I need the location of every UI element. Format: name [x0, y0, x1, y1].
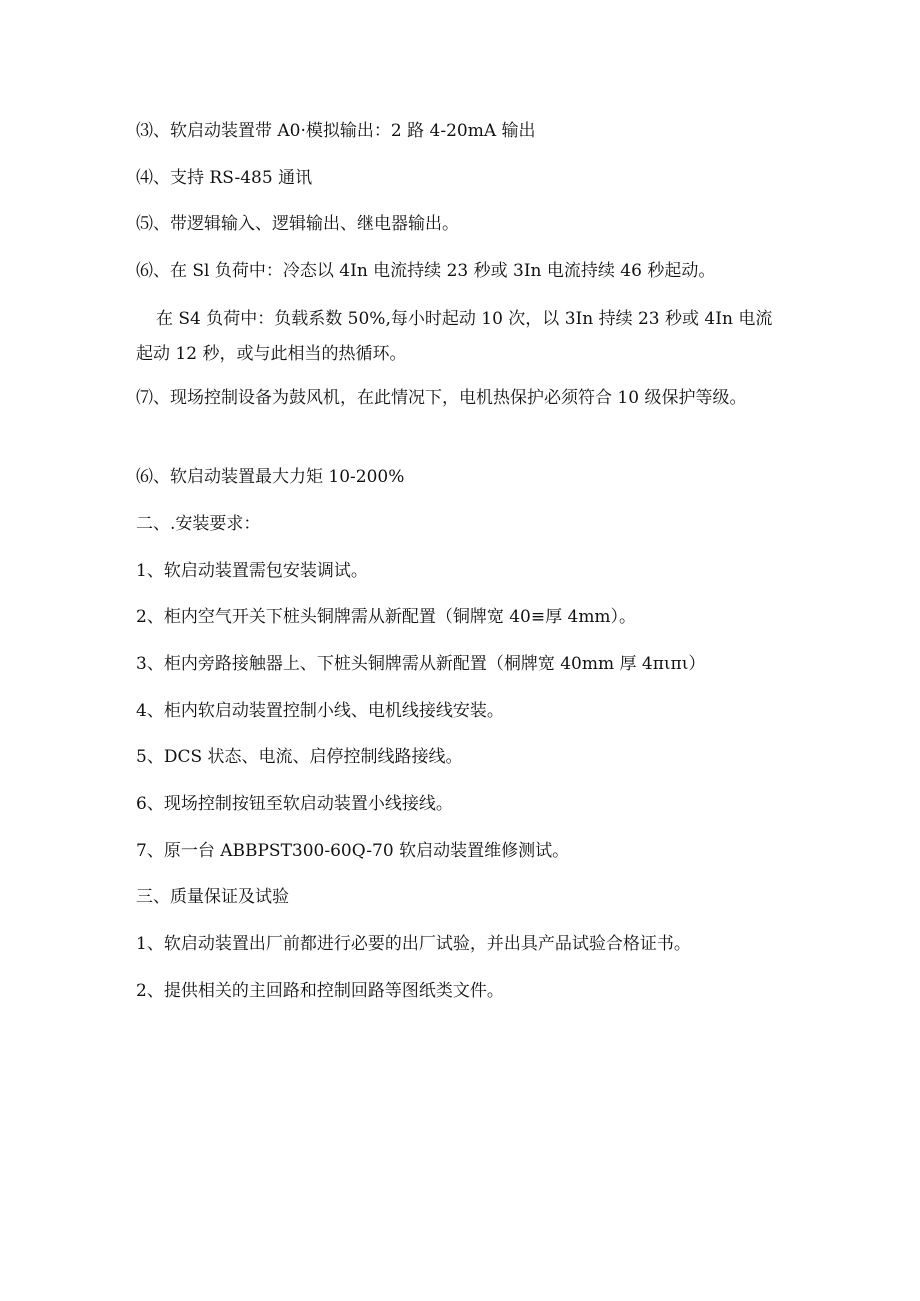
section-heading-quality: 三、质量保证及试验: [136, 887, 289, 907]
install-item-7: 7、原一台 ABBPST300-60Q-70 软启动装置维修测试。: [136, 841, 570, 861]
spec-item-5-logic-io: ⑸、带逻辑输入、逻辑输出、继电器输出。: [136, 214, 459, 234]
spec-s4-load-paragraph: 在 S4 负荷中：负载系数 50%,每小时起动 10 次，以 3In 持续 23 秒或 4In 电流起动 12 秒，或与此相当的热循环。: [136, 309, 773, 364]
install-item-6: 6、现场控制按钮至软启动装置小线接线。: [136, 794, 453, 814]
section-heading-installation: 二、.安装要求：: [136, 514, 261, 534]
quality-item-2: 2、提供相关的主回路和控制回路等图纸类文件。: [136, 981, 504, 1001]
spec-item-4-rs485: ⑷、支持 RS-485 通讯: [136, 168, 313, 188]
install-item-1: 1、软启动装置需包安装调试。: [136, 561, 368, 581]
spec-item-6-max-torque: ⑹、软启动装置最大力矩 10-200%: [136, 467, 405, 487]
spec-item-3-analog-output: ⑶、软启动装置带 A0·模拟输出：2 路 4-20mA 输出: [136, 121, 536, 141]
quality-item-1: 1、软启动装置出厂前都进行必要的出厂试验，并出具产品试验合格证书。: [136, 934, 691, 954]
install-item-4: 4、柜内软启动装置控制小线、电机线接线安装。: [136, 701, 504, 721]
install-item-2: 2、柜内空气开关下桩头铜牌需从新配置（铜牌宽 40≡厚 4mm）。: [136, 607, 637, 627]
spec-item-6-s1-load: ⑹、在 Sl 负荷中：冷态以 4In 电流持续 23 秒或 3In 电流持续 46 秒起动。: [136, 261, 716, 281]
spec-item-7-thermal-protection: ⑺、现场控制设备为鼓风机，在此情况下，电机热保护必须符合 10 级保护等级。: [136, 388, 747, 408]
install-item-5: 5、DCS 状态、电流、启停控制线路接线。: [136, 747, 463, 767]
install-item-3: 3、柜内旁路接触器上、下桩头铜牌需从新配置（桐牌宽 40mm 厚 4πιπι）: [136, 654, 706, 674]
